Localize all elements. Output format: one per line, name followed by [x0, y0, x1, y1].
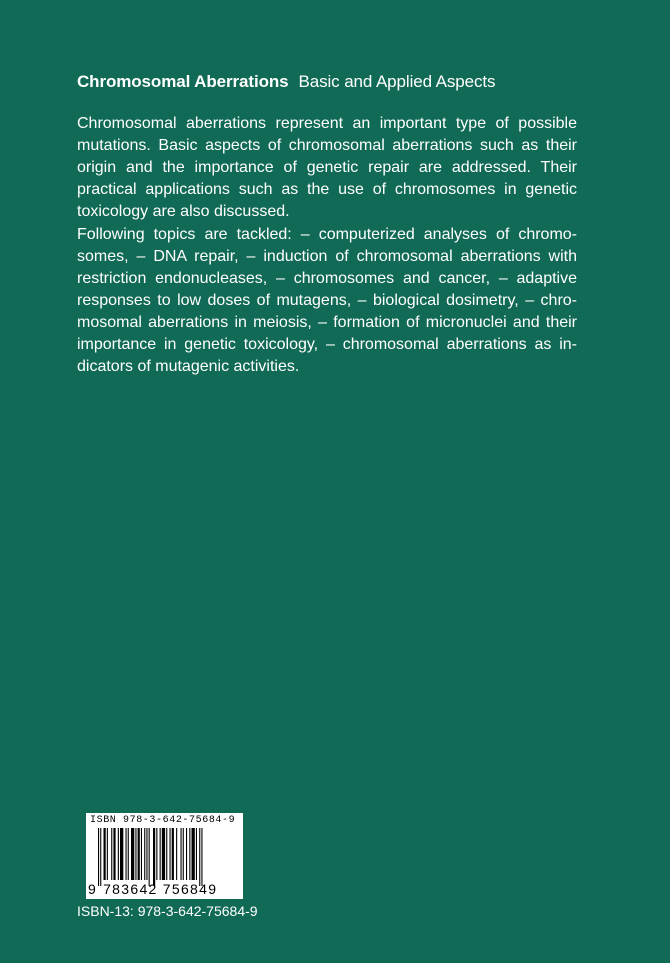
topics-line: dicators of mutagenic activities. [77, 358, 300, 375]
barcode-icon [98, 828, 239, 886]
book-subtitle: Basic and Applied Aspects [298, 72, 496, 91]
barcode-isbn-text: ISBN 978-3-642-75684-9 [90, 815, 236, 826]
topics-line: mosomal aberrations in meiosis, – formation of micronuclei and their [77, 314, 577, 331]
topics-line: importance in genetic toxicology, – chromosomal aberrations as in- [77, 336, 577, 353]
book-title: Chromosomal Aberrations [77, 72, 289, 91]
description-line: toxicology are also discussed. [77, 203, 290, 220]
description-paragraph [77, 113, 577, 223]
topics-line: Following topics are tackled: – computerized analyses of chromo- [77, 226, 577, 243]
topics-line: responses to low doses of mutagens, – biological dosimetry, – chro- [77, 292, 577, 309]
cover-title-line [77, 72, 495, 92]
topics-paragraph [77, 224, 577, 378]
barcode-graphic [98, 828, 239, 886]
description-line: origin and the importance of genetic repair are addressed. Their [77, 159, 577, 176]
ean-remaining-digits: 783642 756849 [103, 881, 218, 897]
description-line: practical applications such as the use of chromosomes in genetic [77, 181, 577, 198]
description-line: mutations. Basic aspects of chromosomal aberrations such as their [77, 137, 577, 154]
barcode-label [86, 813, 243, 899]
topics-line: somes, – DNA repair, – induction of chromosomal aberrations with [77, 248, 577, 265]
description-line: Chromosomal aberrations represent an important type of possible [77, 115, 577, 132]
ean-first-digit: 9 [88, 881, 98, 897]
topics-line: restriction endonucleases, – chromosomes and cancer, – adaptive [77, 270, 577, 287]
ean-digits [88, 881, 243, 897]
isbn13-text: ISBN-13: 978-3-642-75684-9 [77, 903, 258, 919]
